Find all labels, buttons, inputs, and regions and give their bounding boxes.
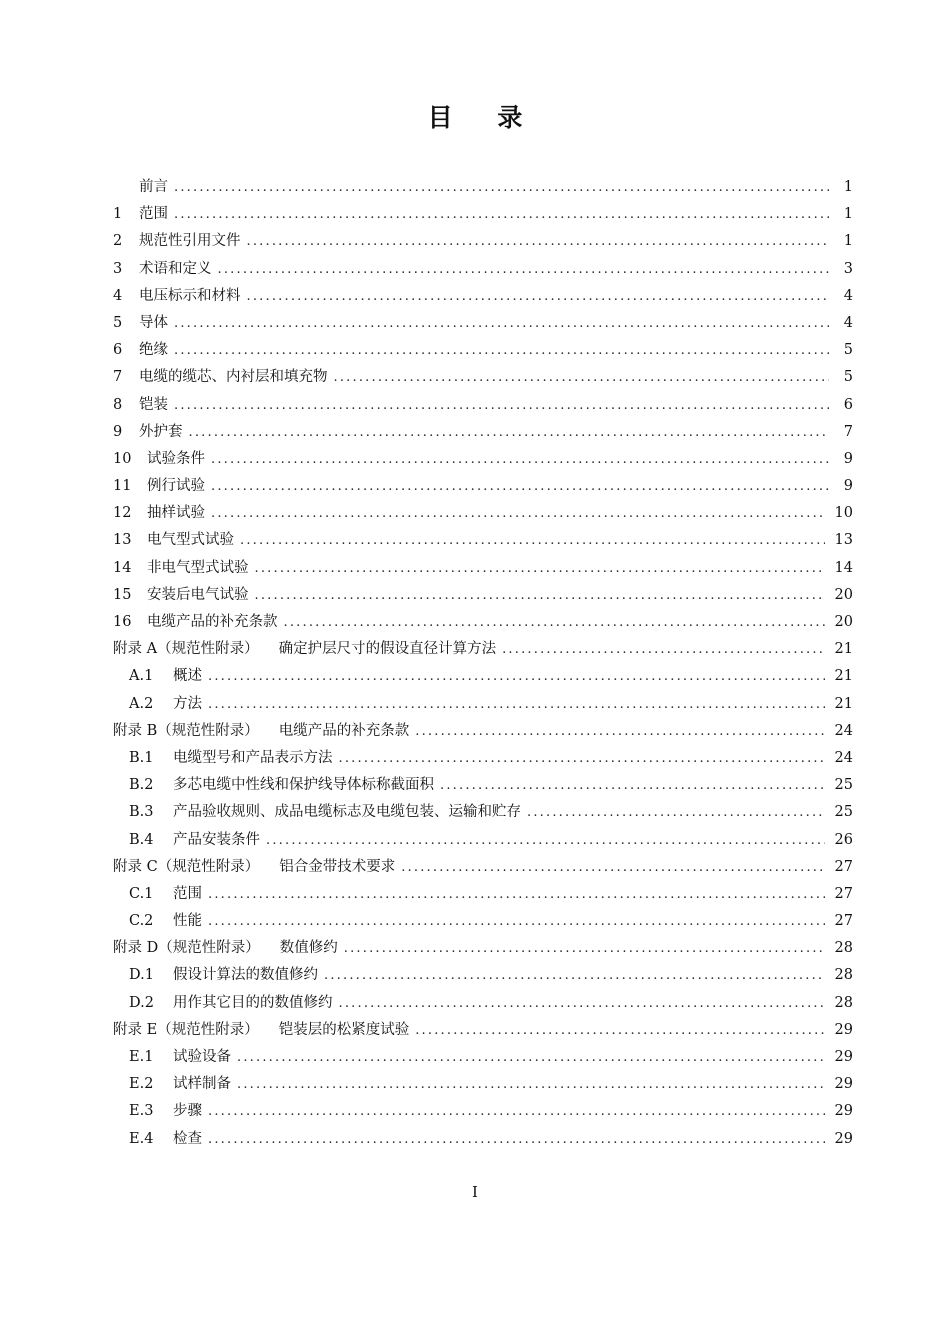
toc-sub-entry[interactable] bbox=[113, 746, 853, 773]
toc-leader bbox=[240, 533, 825, 548]
toc-number: 4 bbox=[113, 287, 123, 304]
toc-entry[interactable] bbox=[113, 420, 853, 447]
toc-appendix-entry[interactable] bbox=[113, 1018, 853, 1045]
toc-label: 外护套 bbox=[139, 423, 183, 440]
toc-number: 11 bbox=[113, 478, 132, 495]
toc-leader bbox=[339, 996, 825, 1011]
toc-number: 2 bbox=[113, 233, 123, 250]
toc-leader bbox=[324, 968, 825, 983]
toc-label: 试验条件 bbox=[147, 450, 205, 467]
toc-number: A.2 bbox=[129, 695, 154, 712]
toc-page: 1 bbox=[843, 179, 853, 195]
toc-number: 附录 D（规范性附录） bbox=[113, 940, 260, 957]
toc-label: 电缆型号和产品表示方法 bbox=[173, 749, 333, 766]
toc-number: 3 bbox=[113, 260, 123, 277]
toc-entry[interactable] bbox=[113, 257, 853, 284]
toc-appendix-entry[interactable] bbox=[113, 637, 853, 664]
toc-leader bbox=[208, 914, 825, 929]
toc-leader bbox=[208, 697, 825, 712]
toc-entry[interactable] bbox=[113, 175, 853, 202]
toc-label: 概述 bbox=[173, 668, 202, 685]
toc-label: 确定护层尺寸的假设直径计算方法 bbox=[278, 641, 497, 658]
toc-leader bbox=[211, 479, 829, 494]
table-of-contents bbox=[113, 175, 853, 1154]
toc-page: 5 bbox=[843, 342, 853, 359]
toc-leader bbox=[208, 669, 825, 684]
toc-entry[interactable] bbox=[113, 474, 853, 501]
toc-number: B.4 bbox=[129, 831, 154, 848]
toc-label: 假设计算法的数值修约 bbox=[173, 967, 318, 984]
toc-entry[interactable] bbox=[113, 528, 853, 555]
toc-number: B.2 bbox=[129, 777, 154, 794]
toc-number: 8 bbox=[113, 396, 123, 413]
toc-page: 25 bbox=[834, 777, 853, 794]
toc-sub-entry[interactable] bbox=[113, 664, 853, 691]
toc-label: 产品安装条件 bbox=[173, 831, 260, 848]
toc-appendix-entry[interactable] bbox=[113, 855, 853, 882]
toc-entry[interactable] bbox=[113, 365, 853, 392]
toc-appendix-entry[interactable] bbox=[113, 719, 853, 746]
toc-page: 29 bbox=[834, 1103, 853, 1120]
toc-label: 铠装层的松紧度试验 bbox=[278, 1021, 410, 1038]
toc-page: 21 bbox=[834, 641, 853, 658]
toc-leader bbox=[440, 778, 825, 793]
toc-number: C.1 bbox=[129, 885, 154, 902]
toc-page: 28 bbox=[834, 940, 853, 957]
toc-page: 4 bbox=[843, 287, 853, 304]
toc-entry[interactable] bbox=[113, 202, 853, 229]
toc-leader bbox=[174, 180, 829, 195]
toc-label: 性能 bbox=[173, 913, 202, 930]
toc-number: 12 bbox=[113, 505, 132, 522]
toc-page: 21 bbox=[834, 695, 853, 712]
toc-leader bbox=[174, 207, 829, 222]
toc-sub-entry[interactable] bbox=[113, 1072, 853, 1099]
toc-sub-entry[interactable] bbox=[113, 800, 853, 827]
toc-label: 方法 bbox=[173, 695, 202, 712]
toc-appendix-entry[interactable] bbox=[113, 936, 853, 963]
toc-page: 29 bbox=[834, 1049, 853, 1065]
toc-leader bbox=[255, 561, 825, 576]
toc-label: 绝缘 bbox=[139, 342, 168, 359]
toc-entry[interactable] bbox=[113, 311, 853, 338]
toc-page: 10 bbox=[834, 505, 853, 522]
toc-page: 21 bbox=[834, 668, 853, 685]
toc-leader bbox=[255, 588, 825, 603]
toc-page: 27 bbox=[834, 913, 853, 930]
toc-sub-entry[interactable] bbox=[113, 963, 853, 990]
toc-label: 铠装 bbox=[139, 396, 168, 413]
toc-page: 7 bbox=[843, 423, 853, 440]
toc-number: B.1 bbox=[129, 749, 154, 766]
toc-entry[interactable] bbox=[113, 556, 853, 583]
toc-leader bbox=[284, 615, 825, 630]
toc-leader bbox=[218, 262, 830, 277]
toc-label: 电气型式试验 bbox=[147, 532, 234, 549]
toc-number: B.3 bbox=[129, 804, 154, 821]
toc-entry[interactable] bbox=[113, 583, 853, 610]
toc-page: 1 bbox=[843, 233, 853, 250]
toc-leader bbox=[415, 724, 824, 739]
toc-label: 电压标示和材料 bbox=[139, 287, 241, 304]
toc-page: 14 bbox=[834, 559, 853, 576]
toc-label: 范围 bbox=[139, 206, 168, 223]
toc-leader bbox=[401, 860, 824, 875]
toc-label: 范围 bbox=[173, 885, 202, 902]
toc-entry[interactable] bbox=[113, 610, 853, 637]
toc-leader bbox=[237, 1050, 825, 1065]
toc-label: 数值修约 bbox=[279, 940, 338, 957]
toc-number: E.1 bbox=[129, 1049, 154, 1065]
toc-page: 1 bbox=[843, 206, 853, 223]
toc-number: E.2 bbox=[129, 1076, 154, 1093]
toc-label: 例行试验 bbox=[147, 478, 205, 495]
toc-number: 9 bbox=[113, 423, 123, 440]
toc-number: 14 bbox=[113, 559, 132, 576]
toc-leader bbox=[211, 506, 825, 521]
toc-leader bbox=[334, 370, 830, 385]
toc-number: 附录 B（规范性附录） bbox=[113, 722, 259, 739]
toc-page: 4 bbox=[843, 314, 853, 331]
toc-number: E.3 bbox=[129, 1103, 154, 1120]
toc-label: 规范性引用文件 bbox=[139, 233, 241, 250]
toc-number: C.2 bbox=[129, 913, 154, 930]
toc-entry[interactable] bbox=[113, 447, 853, 474]
toc-number: 7 bbox=[113, 369, 123, 386]
toc-number: 附录 A（规范性附录） bbox=[113, 641, 259, 658]
toc-entry[interactable] bbox=[113, 393, 853, 420]
toc-label: 电缆的缆芯、内衬层和填充物 bbox=[139, 369, 328, 386]
toc-page: 27 bbox=[834, 858, 853, 875]
toc-sub-entry[interactable] bbox=[113, 1127, 853, 1154]
toc-page: 29 bbox=[834, 1076, 853, 1093]
toc-number: 13 bbox=[113, 532, 132, 549]
toc-leader bbox=[189, 425, 830, 440]
toc-sub-entry[interactable] bbox=[113, 773, 853, 800]
toc-leader bbox=[247, 289, 830, 304]
toc-number: 1 bbox=[113, 206, 123, 223]
page-title: 目 录 bbox=[427, 103, 541, 132]
toc-page: 29 bbox=[834, 1130, 853, 1147]
toc-page: 20 bbox=[834, 614, 853, 630]
toc-page: 3 bbox=[843, 260, 853, 277]
toc-leader bbox=[415, 1023, 824, 1038]
toc-leader bbox=[339, 751, 825, 766]
toc-leader bbox=[527, 805, 825, 820]
toc-entry[interactable] bbox=[113, 501, 853, 528]
toc-label: 电缆产品的补充条款 bbox=[147, 614, 278, 630]
toc-leader bbox=[266, 833, 825, 848]
toc-sub-entry[interactable] bbox=[113, 1045, 853, 1072]
toc-label: 产品验收规则、成品电缆标志及电缆包装、运输和贮存 bbox=[173, 804, 521, 821]
toc-label: 非电气型式试验 bbox=[147, 559, 249, 576]
toc-label: 试验设备 bbox=[173, 1049, 231, 1065]
toc-page: 9 bbox=[843, 450, 853, 467]
toc-number: D.2 bbox=[129, 994, 154, 1011]
toc-page: 5 bbox=[843, 369, 853, 386]
toc-label: 试样制备 bbox=[173, 1076, 231, 1093]
toc-number: E.4 bbox=[129, 1130, 154, 1147]
toc-label: 导体 bbox=[139, 314, 168, 331]
toc-number: 5 bbox=[113, 314, 123, 331]
toc-sub-entry[interactable] bbox=[113, 882, 853, 909]
toc-page: 28 bbox=[834, 967, 853, 984]
toc-leader bbox=[208, 1132, 825, 1147]
toc-sub-entry[interactable] bbox=[113, 909, 853, 936]
toc-label: 检查 bbox=[173, 1130, 202, 1147]
toc-page: 20 bbox=[834, 586, 853, 603]
toc-page: 9 bbox=[843, 478, 853, 495]
toc-number: A.1 bbox=[129, 668, 154, 685]
toc-sub-entry[interactable] bbox=[113, 991, 853, 1018]
toc-page: 28 bbox=[834, 994, 853, 1011]
toc-page: 13 bbox=[834, 532, 853, 549]
toc-number: 附录 E（规范性附录） bbox=[113, 1021, 259, 1038]
toc-sub-entry[interactable] bbox=[113, 692, 853, 719]
toc-number: 10 bbox=[113, 450, 132, 467]
toc-label: 电缆产品的补充条款 bbox=[278, 722, 410, 739]
toc-leader bbox=[174, 343, 829, 358]
toc-number: D.1 bbox=[129, 967, 154, 984]
page-number-footer: I bbox=[472, 1183, 478, 1201]
toc-leader bbox=[208, 1104, 825, 1119]
toc-number: 6 bbox=[113, 342, 123, 359]
toc-leader bbox=[208, 887, 825, 902]
toc-label: 步骤 bbox=[173, 1103, 202, 1120]
toc-page: 26 bbox=[834, 831, 853, 848]
toc-leader bbox=[344, 941, 825, 956]
toc-label: 用作其它目的的数值修约 bbox=[173, 994, 333, 1011]
toc-entry[interactable] bbox=[113, 229, 853, 256]
toc-label: 前言 bbox=[139, 179, 168, 195]
toc-leader bbox=[247, 234, 830, 249]
toc-leader bbox=[211, 452, 829, 467]
toc-sub-entry[interactable] bbox=[113, 828, 853, 855]
toc-leader bbox=[174, 316, 829, 331]
toc-label: 抽样试验 bbox=[147, 505, 205, 522]
toc-number: 15 bbox=[113, 586, 132, 603]
toc-label: 术语和定义 bbox=[139, 260, 212, 277]
toc-label: 铝合金带技术要求 bbox=[279, 858, 396, 875]
toc-sub-entry[interactable] bbox=[113, 1099, 853, 1126]
toc-number: 附录 C（规范性附录） bbox=[113, 858, 260, 875]
toc-page: 25 bbox=[834, 804, 853, 821]
toc-entry[interactable] bbox=[113, 338, 853, 365]
toc-leader bbox=[502, 642, 824, 657]
toc-label: 安装后电气试验 bbox=[147, 586, 249, 603]
toc-page: 27 bbox=[834, 885, 853, 902]
toc-number: 16 bbox=[113, 614, 132, 630]
toc-page: 29 bbox=[834, 1021, 853, 1038]
toc-entry[interactable] bbox=[113, 284, 853, 311]
toc-leader bbox=[174, 398, 829, 413]
toc-page: 6 bbox=[843, 396, 853, 413]
toc-label: 多芯电缆中性线和保护线导体标称截面积 bbox=[173, 777, 434, 794]
toc-page: 24 bbox=[834, 722, 853, 739]
toc-leader bbox=[237, 1077, 825, 1092]
toc-page: 24 bbox=[834, 749, 853, 766]
